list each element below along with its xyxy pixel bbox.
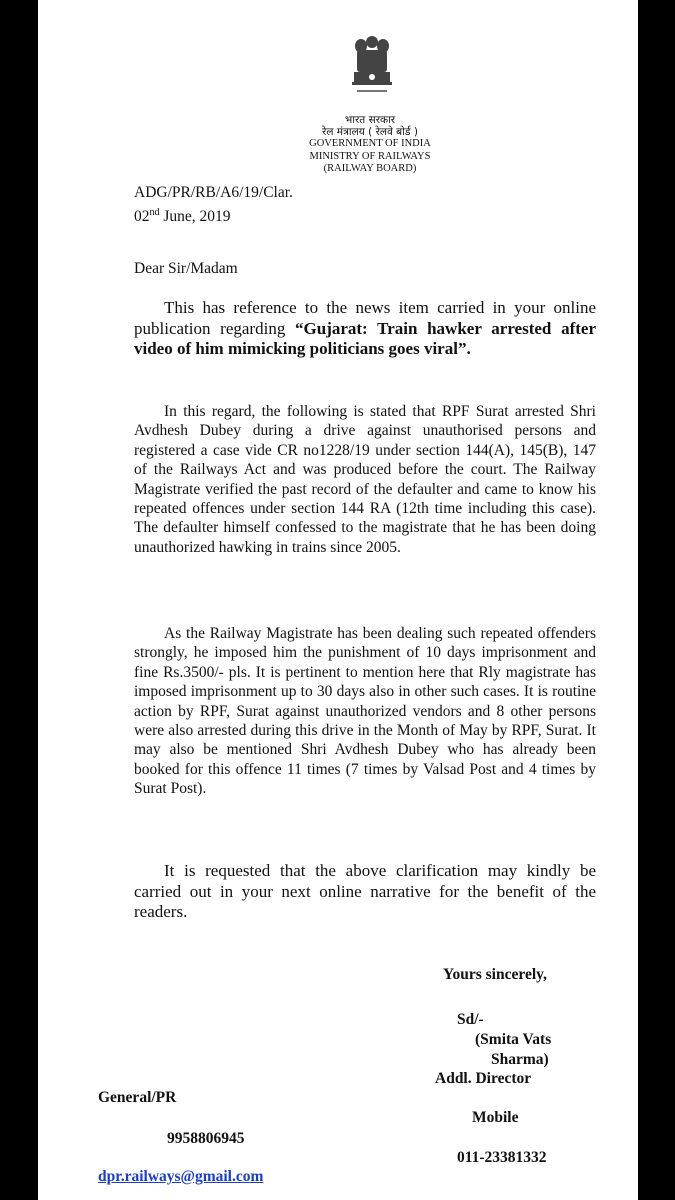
signed: Sd/-	[457, 1011, 484, 1028]
letterhead-hindi-1: भारत सरकार	[344, 114, 396, 126]
letterhead-line-3: (RAILWAY BOARD)	[323, 162, 417, 174]
letterhead-line-2: MINISTRY OF RAILWAYS	[309, 150, 431, 162]
paragraph-3: As the Railway Magistrate has been dealing such repeated offenders strongly, he imposed him the punishment of 10 days imprisonment and fine Rs.3500/- pls. It is pertinent to mention here that Rly magistrate has imposed imprisonment up to 30 days also in other such cases. It is routine action by RPF, Surat against unauthorized vendors and 8 other persons were also arrested during this drive in the Month of May by RPF, Surat. It may also be mentioned Shri Avdhesh Dubey who has already been booked for this offence 11 times (7 times by Valsad Post and 4 times by Surat Post).	[134, 625, 596, 798]
contact-mobile: 9958806945	[167, 1130, 245, 1147]
paragraph-2: In this regard, the following is stated that RPF Surat arrested Shri Avdhesh Dubey during a drive against unauthorised persons and registered a case vide CR no1228/19 under section 144(A), 145(B), 147 of the Railways Act and was produced before the court. The Railway Magistrate verified the past record of the defaulter and came to know his repeated offences under section 144 RA (12th time including this case). The defaulter himself confessed to the magistrate that he has been doing unauthorized hawking in trains since 2005.	[134, 403, 596, 556]
letterhead	[270, 114, 470, 175]
mobile-label: Mobile	[472, 1109, 519, 1126]
designation: Addl. Director	[435, 1070, 532, 1087]
contact-email-link[interactable]: dpr.railways@gmail.com	[98, 1168, 264, 1185]
paragraph-4: It is requested that the above clarification may kindly be carried out in your next online narrative for the benefit of the readers.	[134, 861, 596, 921]
signatory-name-1: (Smita Vats	[475, 1031, 552, 1048]
closing: Yours sincerely,	[443, 966, 547, 983]
reference-block	[134, 183, 293, 227]
office-phone: 011-23381332	[457, 1149, 547, 1166]
letterhead-line-1: GOVERNMENT OF INDIA	[309, 138, 431, 150]
paragraph-1: This has reference to the news item carried in your online publication regarding “Gujarat: Train hawker arrested after video of him mimicking politicians goes viral”.	[134, 298, 596, 358]
news-headline: “Gujarat: Train hawker arrested after video of him mimicking politicians goes viral”	[134, 318, 596, 358]
salutation: Dear Sir/Madam	[134, 260, 238, 277]
letter-date: 02nd June, 2019	[134, 207, 231, 226]
department: General/PR	[98, 1089, 177, 1106]
letter-page	[38, 0, 638, 1200]
letterhead-hindi-2: रेल मंत्रालय ( रेलवे बोर्ड )	[322, 126, 418, 139]
signatory-name-2: Sharma)	[491, 1051, 549, 1068]
reference-number: ADG/PR/RB/A6/19/Clar.	[134, 184, 293, 201]
national-emblem-icon	[349, 34, 395, 98]
